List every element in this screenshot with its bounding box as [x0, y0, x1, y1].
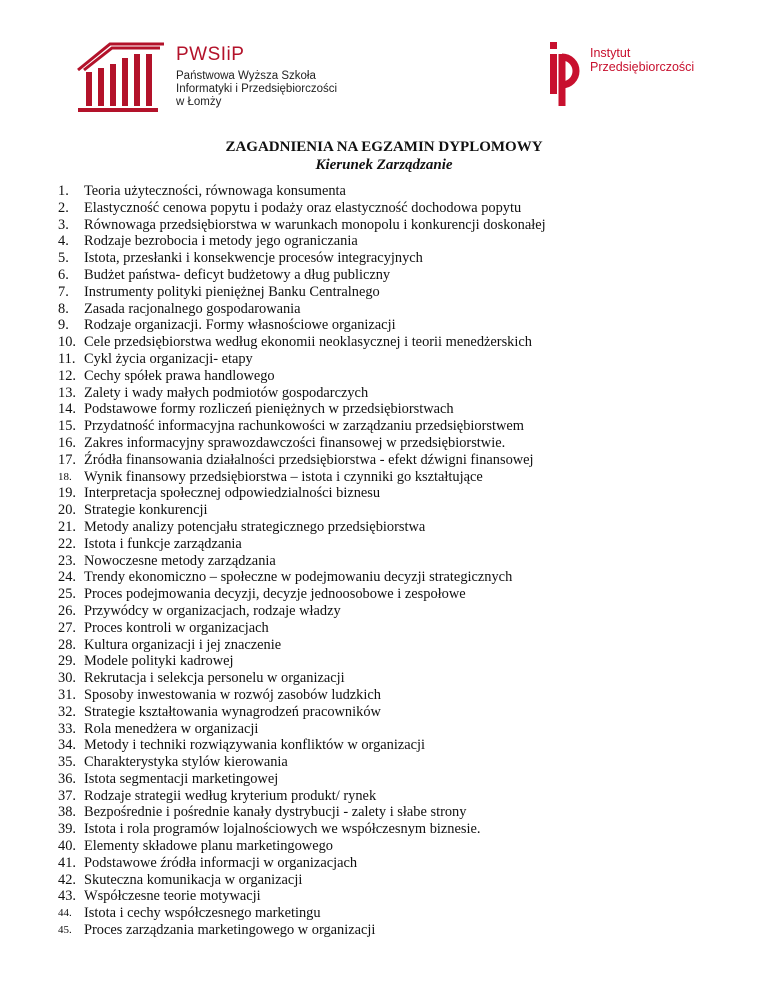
topic-text: Istota, przesłanki i konsekwencje procesów integracyjnych [84, 250, 423, 267]
topic-text: Istota segmentacji marketingowej [84, 770, 279, 787]
topic-text: Zasada racjonalnego gospodarowania [84, 300, 301, 317]
topic-text: Proces kontroli w organizacjach [84, 619, 269, 636]
topic-item [58, 385, 718, 402]
topic-text: Elastyczność cenowa popytu i podaży oraz elastyczność dochodowa popytu [84, 199, 522, 216]
topic-number: 25. [58, 586, 76, 603]
topic-text: Rodzaje bezrobocia i metody jego ograniczania [84, 233, 358, 250]
topic-number: 34. [58, 737, 76, 754]
topic-item [58, 687, 718, 704]
topic-item [58, 586, 718, 603]
topic-text: Nowoczesne metody zarządzania [84, 552, 276, 569]
topic-item [58, 301, 718, 318]
topic-number: 27. [58, 619, 76, 636]
topic-item [58, 754, 718, 771]
topic-item [58, 838, 718, 855]
topic-item [58, 502, 718, 519]
topic-item [58, 233, 718, 250]
topic-item [58, 401, 718, 418]
topic-text: Proces podejmowania decyzji, decyzje jednoosobowe i zespołowe [84, 586, 466, 603]
topic-text: Istota i cechy współczesnego marketingu [84, 905, 321, 922]
topic-number: 17. [58, 451, 76, 468]
topic-number: 41. [58, 854, 76, 871]
topic-text: Podstawowe formy rozliczeń pieniężnych w przedsiębiorstwach [84, 401, 454, 418]
topic-item [58, 771, 718, 788]
topic-text: Metody i techniki rozwiązywania konfliktów w organizacji [84, 737, 426, 754]
topic-number: 22. [58, 535, 76, 552]
topic-item [58, 620, 718, 637]
pwsiip-logo [72, 40, 342, 122]
topic-number: 35. [58, 754, 76, 771]
topic-item [58, 183, 718, 200]
topic-number: 32. [58, 703, 76, 720]
topic-item [58, 452, 718, 469]
topic-number: 19. [58, 485, 76, 502]
topic-text: Modele polityki kadrowej [84, 653, 234, 670]
topic-text: Budżet państwa- deficyt budżetowy a dług publiczny [84, 266, 391, 283]
topic-item [58, 804, 718, 821]
topic-text: Kultura organizacji i jej znaczenie [84, 636, 282, 653]
topic-text: Strategie kształtowania wynagrodzeń pracowników [84, 703, 381, 720]
topic-number: 18. [58, 470, 72, 483]
institute-logo [548, 40, 708, 110]
topic-text: Interpretacja społecznej odpowiedzialności biznesu [84, 485, 381, 502]
topic-text: Instrumenty polityki pieniężnej Banku Centralnego [84, 283, 380, 300]
topic-text: Podstawowe źródła informacji w organizacjach [84, 854, 358, 871]
topic-list [58, 183, 718, 939]
university-full-name: Państwowa Wyższa Szkoła Informatyki i Przedsiębiorczości w Łomży [176, 70, 338, 108]
topic-item [58, 905, 718, 922]
topic-item [58, 922, 718, 939]
topic-item [58, 653, 718, 670]
topic-item [58, 737, 718, 754]
topic-number: 1. [58, 183, 69, 199]
topic-text: Współczesne teorie motywacji [84, 888, 261, 905]
topic-number: 24. [58, 569, 76, 586]
topic-item [58, 418, 718, 435]
topic-text: Rodzaje organizacji. Formy własnościowe organizacji [84, 317, 396, 334]
topic-item [58, 351, 718, 368]
topic-item [58, 217, 718, 234]
topic-item [58, 637, 718, 654]
topic-number: 45. [58, 924, 72, 937]
topic-item [58, 536, 718, 553]
topic-number: 42. [58, 871, 76, 888]
topic-number: 39. [58, 821, 76, 838]
topic-number: 37. [58, 787, 76, 804]
topic-number: 21. [58, 518, 76, 535]
topic-text: Sposoby inwestowania w rozwój zasobów ludzkich [84, 686, 381, 703]
topic-number: 11. [58, 350, 76, 367]
topic-number: 14. [58, 401, 76, 418]
topic-text: Wynik finansowy przedsiębiorstwa – istota i czynniki go kształtujące [84, 468, 483, 485]
university-building-icon [72, 40, 168, 118]
topic-item [58, 872, 718, 889]
topic-text: Przywódcy w organizacjach, rodzaje władzy [84, 602, 341, 619]
topic-number: 6. [58, 266, 69, 283]
topic-number: 7. [58, 283, 69, 300]
topic-number: 33. [58, 720, 76, 737]
title-block [0, 139, 768, 174]
topic-item [58, 317, 718, 334]
topic-text: Cele przedsiębiorstwa według ekonomii neoklasycznej i teorii menedżerskich [84, 334, 532, 351]
topic-number: 44. [58, 907, 72, 920]
topic-number: 10. [58, 334, 76, 351]
topic-number: 23. [58, 552, 76, 569]
topic-item [58, 788, 718, 805]
topic-number: 2. [58, 199, 69, 216]
topic-item [58, 284, 718, 301]
topic-number: 13. [58, 384, 76, 401]
topic-number: 31. [58, 686, 76, 703]
topic-number: 12. [58, 367, 76, 384]
topic-item [58, 704, 718, 721]
institute-name: Instytut Przedsiębiorczości [590, 46, 695, 74]
university-name: PWSIiP [176, 44, 245, 65]
topic-item [58, 855, 718, 872]
topic-item [58, 670, 718, 687]
topic-number: 29. [58, 653, 76, 670]
topic-number: 9. [58, 317, 69, 334]
topic-item [58, 569, 718, 586]
topic-text: Bezpośrednie i pośrednie kanały dystrybucji - zalety i słabe strony [84, 804, 467, 821]
topic-item [58, 721, 718, 738]
topic-number: 26. [58, 602, 76, 619]
topic-text: Zalety i wady małych podmiotów gospodarczych [84, 384, 369, 401]
topic-number: 3. [58, 216, 69, 233]
topic-item [58, 250, 718, 267]
topic-item [58, 200, 718, 217]
topic-number: 28. [58, 636, 76, 653]
topic-text: Równowaga przedsiębiorstwa w warunkach monopolu i konkurencji doskonałej [84, 216, 546, 233]
topic-item [58, 469, 718, 486]
topic-number: 30. [58, 670, 76, 687]
ip-logo-icon [548, 40, 588, 108]
topic-item [58, 368, 718, 385]
topic-text: Skuteczna komunikacja w organizacji [84, 871, 303, 888]
topic-item [58, 485, 718, 502]
topic-item [58, 888, 718, 905]
topic-number: 8. [58, 300, 69, 317]
topic-text: Charakterystyka stylów kierowania [84, 754, 288, 771]
topic-item [58, 334, 718, 351]
topic-text: Teoria użyteczności, równowaga konsumenta [84, 183, 346, 199]
topic-text: Istota i rola programów lojalnościowych we współczesnym biznesie. [84, 821, 481, 838]
topic-number: 4. [58, 233, 69, 250]
topic-number: 20. [58, 502, 76, 519]
topic-number: 36. [58, 770, 76, 787]
topic-item [58, 519, 718, 536]
topic-number: 5. [58, 250, 69, 267]
topic-item [58, 553, 718, 570]
topic-item [58, 435, 718, 452]
topic-text: Rola menedżera w organizacji [84, 720, 259, 737]
topic-text: Zakres informacyjny sprawozdawczości finansowej w przedsiębiorstwie. [84, 434, 506, 451]
topic-text: Metody analizy potencjału strategicznego przedsiębiorstwa [84, 518, 426, 535]
topic-text: Rekrutacja i selekcja personelu w organizacji [84, 670, 345, 687]
topic-text: Cechy spółek prawa handlowego [84, 367, 275, 384]
topic-number: 40. [58, 838, 76, 855]
topic-item [58, 267, 718, 284]
topic-item [58, 603, 718, 620]
topic-number: 16. [58, 434, 76, 451]
topic-text: Źródła finansowania działalności przedsiębiorstwa - efekt dźwigni finansowej [84, 451, 534, 468]
topic-text: Istota i funkcje zarządzania [84, 535, 242, 552]
topic-text: Rodzaje strategii według kryterium produkt/ rynek [84, 787, 377, 804]
document-header [0, 0, 768, 120]
topic-number: 38. [58, 804, 76, 821]
document-subtitle: Kierunek Zarządzanie [315, 157, 453, 173]
document-title: ZAGADNIENIA NA EGZAMIN DYPLOMOWY [225, 139, 543, 155]
topic-number: 43. [58, 888, 76, 905]
topic-text: Trendy ekonomiczno – społeczne w podejmowaniu decyzji strategicznych [84, 569, 513, 586]
topic-text: Strategie konkurencji [84, 502, 208, 519]
topic-item [58, 821, 718, 838]
topic-number: 15. [58, 418, 76, 435]
topic-text: Przydatność informacyjna rachunkowości w zarządzaniu przedsiębiorstwem [84, 418, 524, 435]
topic-text: Elementy składowe planu marketingowego [84, 838, 333, 855]
topic-text: Cykl życia organizacji- etapy [84, 350, 253, 367]
topic-text: Proces zarządzania marketingowego w organizacji [84, 922, 376, 939]
